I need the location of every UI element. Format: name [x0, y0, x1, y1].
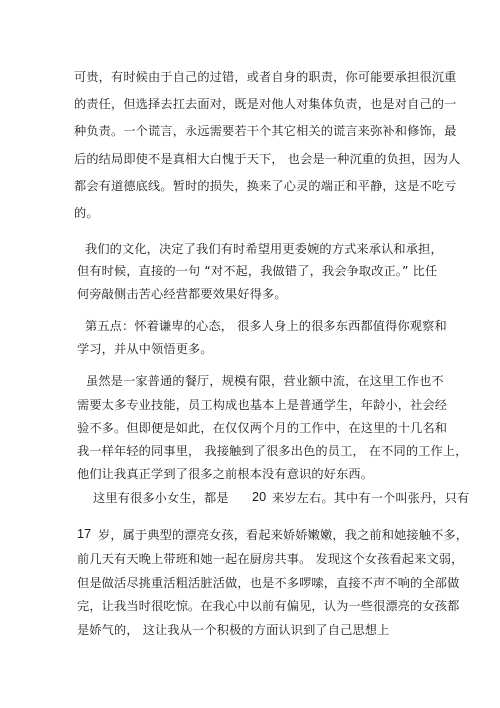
text-line: 验不多。但即便是如此，在仅仅两个月的工作中，在这里的十几名和 [77, 421, 448, 435]
text-line: 都会有道德底线。暂时的损失，换来了心灵的端正和平静，这是不吃亏 [74, 179, 457, 193]
text-line: 但有时候，直接的一句 “对不起，我做错了，我会争取改正。” 比任 [77, 264, 438, 278]
text-line: 需要太多专业技能，员工构成也基本上是普通学生，年龄小，社会经 [77, 398, 448, 412]
text-line: 但是做活尽挑重活粗活脏活做，也是不多啰嗦，直接不声不响的全部做 [77, 576, 460, 590]
text-line: 的。 [74, 206, 99, 220]
text-line: 完，让我当时很吃惊。在我心中以前有偏见，认为一些很漂亮的女孩都 [77, 599, 460, 613]
text-line: 第五点：怀着谦卑的心态， 很多人身上的很多东西都值得你观察和 [85, 319, 447, 333]
text-line: 前几天有天晚上带班和她一起在厨房共事。 发现这个女孩看起来文弱， [77, 552, 464, 566]
text-line: 虽然是一家普通的餐厅，规模有限，营业额中流，在这里工作也不 [86, 374, 444, 388]
text-line: 我们的文化，决定了我们有时希望用更委婉的方式来承认和承担， [85, 242, 443, 256]
text-line: 这里有很多小女生，都是 [93, 491, 229, 505]
text-line: 后的结局即使不是真相大白愧于天下， 也会是一种沉重的负担，因为人 [74, 152, 461, 166]
text-line: 来岁左右。其中有一个叫张丹，只有 [272, 491, 470, 505]
text-number: 20 [252, 490, 267, 504]
text-line: 何旁敲侧击苦心经营都要效果好得多。 [77, 287, 287, 301]
text-line: 可贵，有时候由于自己的过错，或者自身的职责，你可能要承担很沉重 [74, 70, 457, 84]
text-line: 种负责。一个谎言，永远需要若干个其它相关的谎言来弥补和修饰，最 [74, 124, 457, 138]
text-number: 17 [77, 527, 92, 541]
text-line: 他们让我真正学到了很多之前根本没有意识的好东西。 [77, 467, 374, 481]
text-line: 我一样年轻的同事里， 我接触到了很多出色的员工， 在不同的工作上， [77, 444, 468, 458]
text-line: 学习，并从中领悟更多。 [77, 342, 213, 356]
text-line: 是娇气的， 这让我从一个积极的方面认识到了自己思想上 [77, 623, 390, 637]
text-line: 的责任，但选择去扛去面对，既是对他人对集体负责，也是对自己的一 [74, 97, 457, 111]
text-line: 岁，属于典型的漂亮女孩，看起来娇娇嫩嫩，我之前和她接触不多， [98, 528, 469, 542]
